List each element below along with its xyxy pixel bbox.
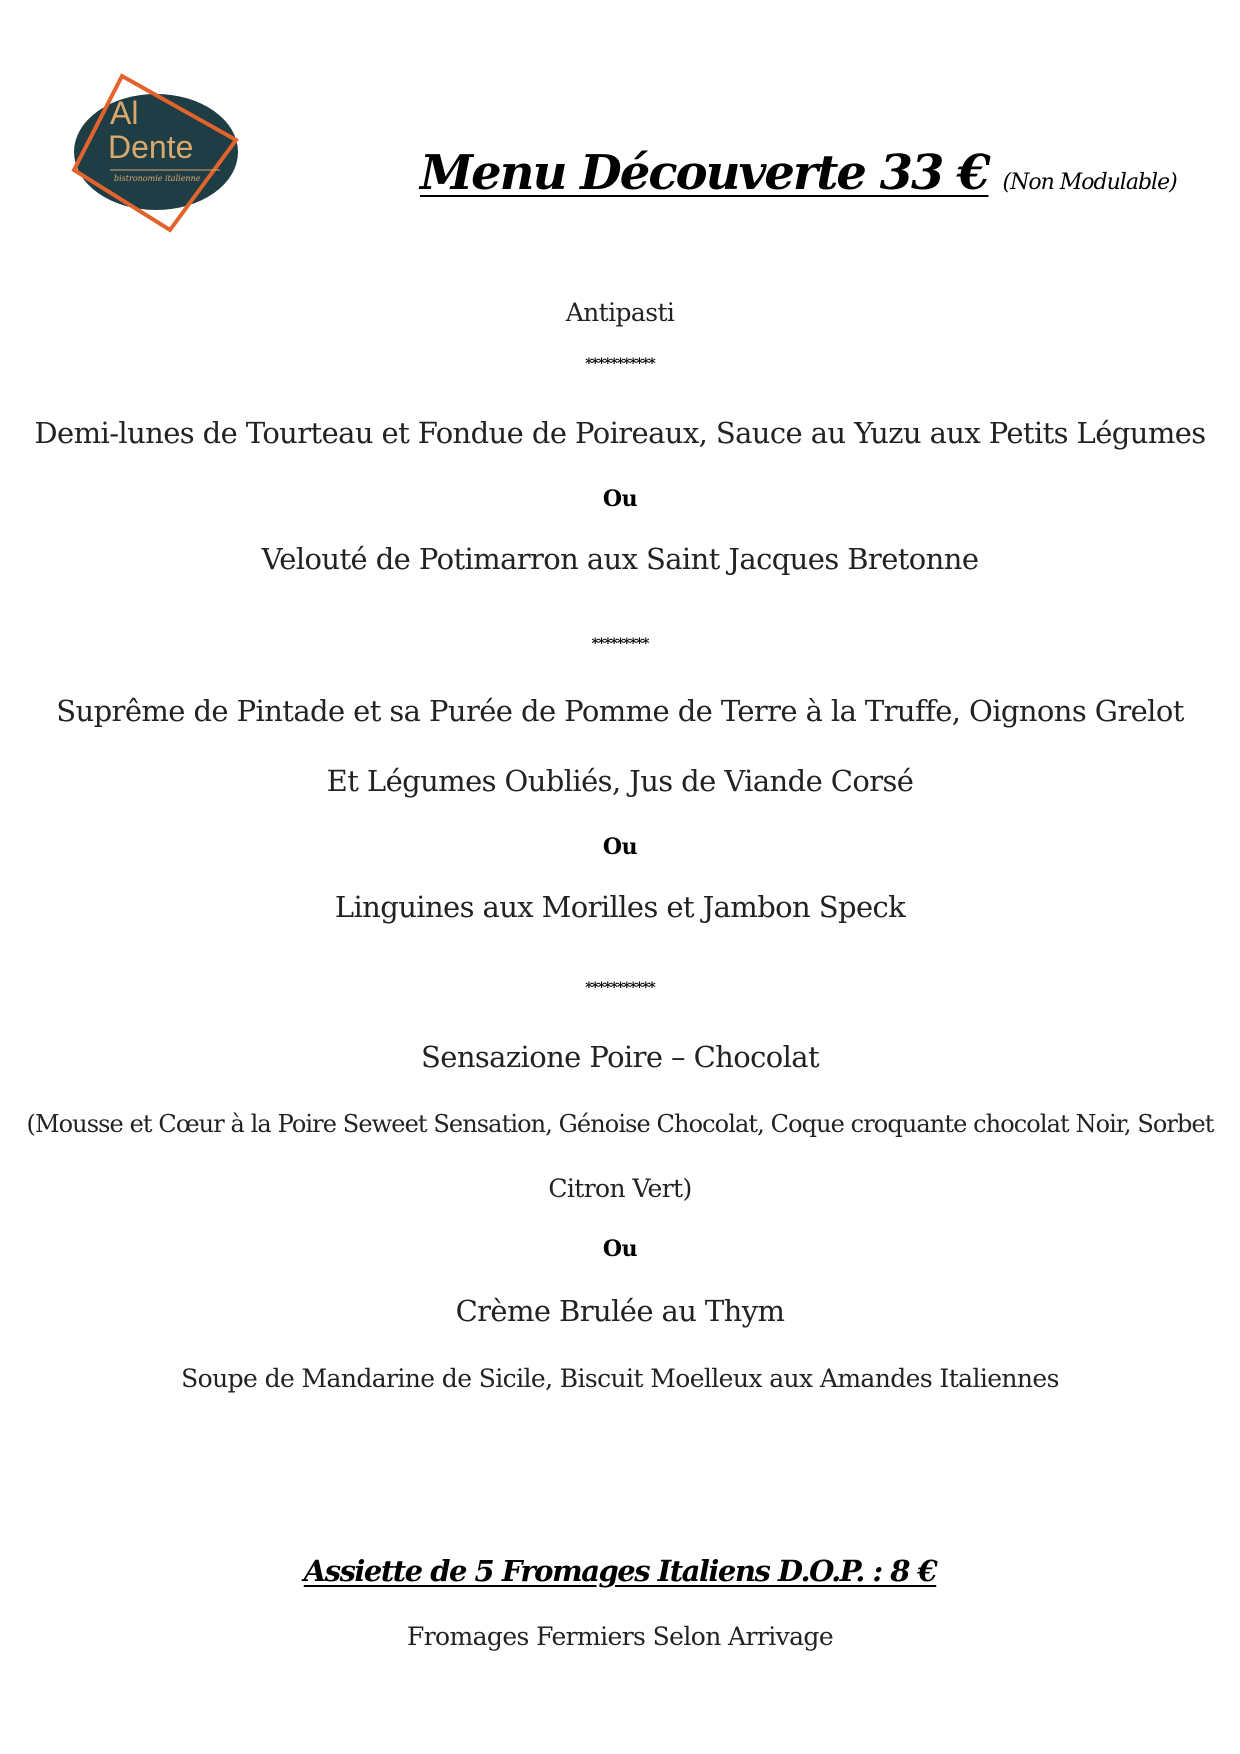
dessert-option-1-description-line-2: Citron Vert) xyxy=(548,1174,692,1203)
starter-option-2: Velouté de Potimarron aux Saint Jacques Bretonne xyxy=(261,542,979,576)
or-divider: Ou xyxy=(602,1236,638,1262)
main-option-1-line-2: Et Légumes Oubliés, Jus de Viande Corsé xyxy=(326,764,914,798)
dessert-option-1: Sensazione Poire – Chocolat xyxy=(420,1040,820,1074)
dessert-option-2: Crème Brulée au Thym xyxy=(455,1294,785,1328)
separator: ********* xyxy=(591,636,649,652)
separator: *********** xyxy=(585,356,655,372)
main-option-2: Linguines aux Morilles et Jambon Speck xyxy=(334,890,906,924)
logo-tagline: bistronomie italienne xyxy=(114,174,201,183)
logo-line2: Dente xyxy=(108,129,194,165)
separator: *********** xyxy=(585,980,655,996)
logo-line1: Al xyxy=(110,95,139,131)
dessert-option-1-description-line-1: (Mousse et Cœur à la Poire Seweet Sensation, Génoise Chocolat, Coque croquante chocolat Noir, Sorbet xyxy=(26,1110,1214,1138)
menu-title: Menu Découverte 33 € xyxy=(420,145,989,201)
antipasti-heading: Antipasti xyxy=(565,298,675,327)
cheese-plate-title: Assiette de 5 Fromages Italiens D.O.P. : 8 € xyxy=(303,1554,937,1588)
starter-option-1: Demi-lunes de Tourteau et Fondue de Poireaux, Sauce au Yuzu aux Petits Légumes xyxy=(34,416,1206,450)
dessert-option-2-description: Soupe de Mandarine de Sicile, Biscuit Moelleux aux Amandes Italiennes xyxy=(181,1364,1059,1393)
menu-title-note: (Non Modulable) xyxy=(1002,170,1177,195)
main-option-1-line-1: Suprême de Pintade et sa Purée de Pomme de Terre à la Truffe, Oignons Grelot xyxy=(56,694,1184,728)
or-divider: Ou xyxy=(602,834,638,860)
menu-header xyxy=(420,145,1200,215)
cheese-plate-subtitle: Fromages Fermiers Selon Arrivage xyxy=(406,1622,834,1651)
or-divider: Ou xyxy=(602,486,638,512)
al-dente-logo xyxy=(70,70,245,235)
